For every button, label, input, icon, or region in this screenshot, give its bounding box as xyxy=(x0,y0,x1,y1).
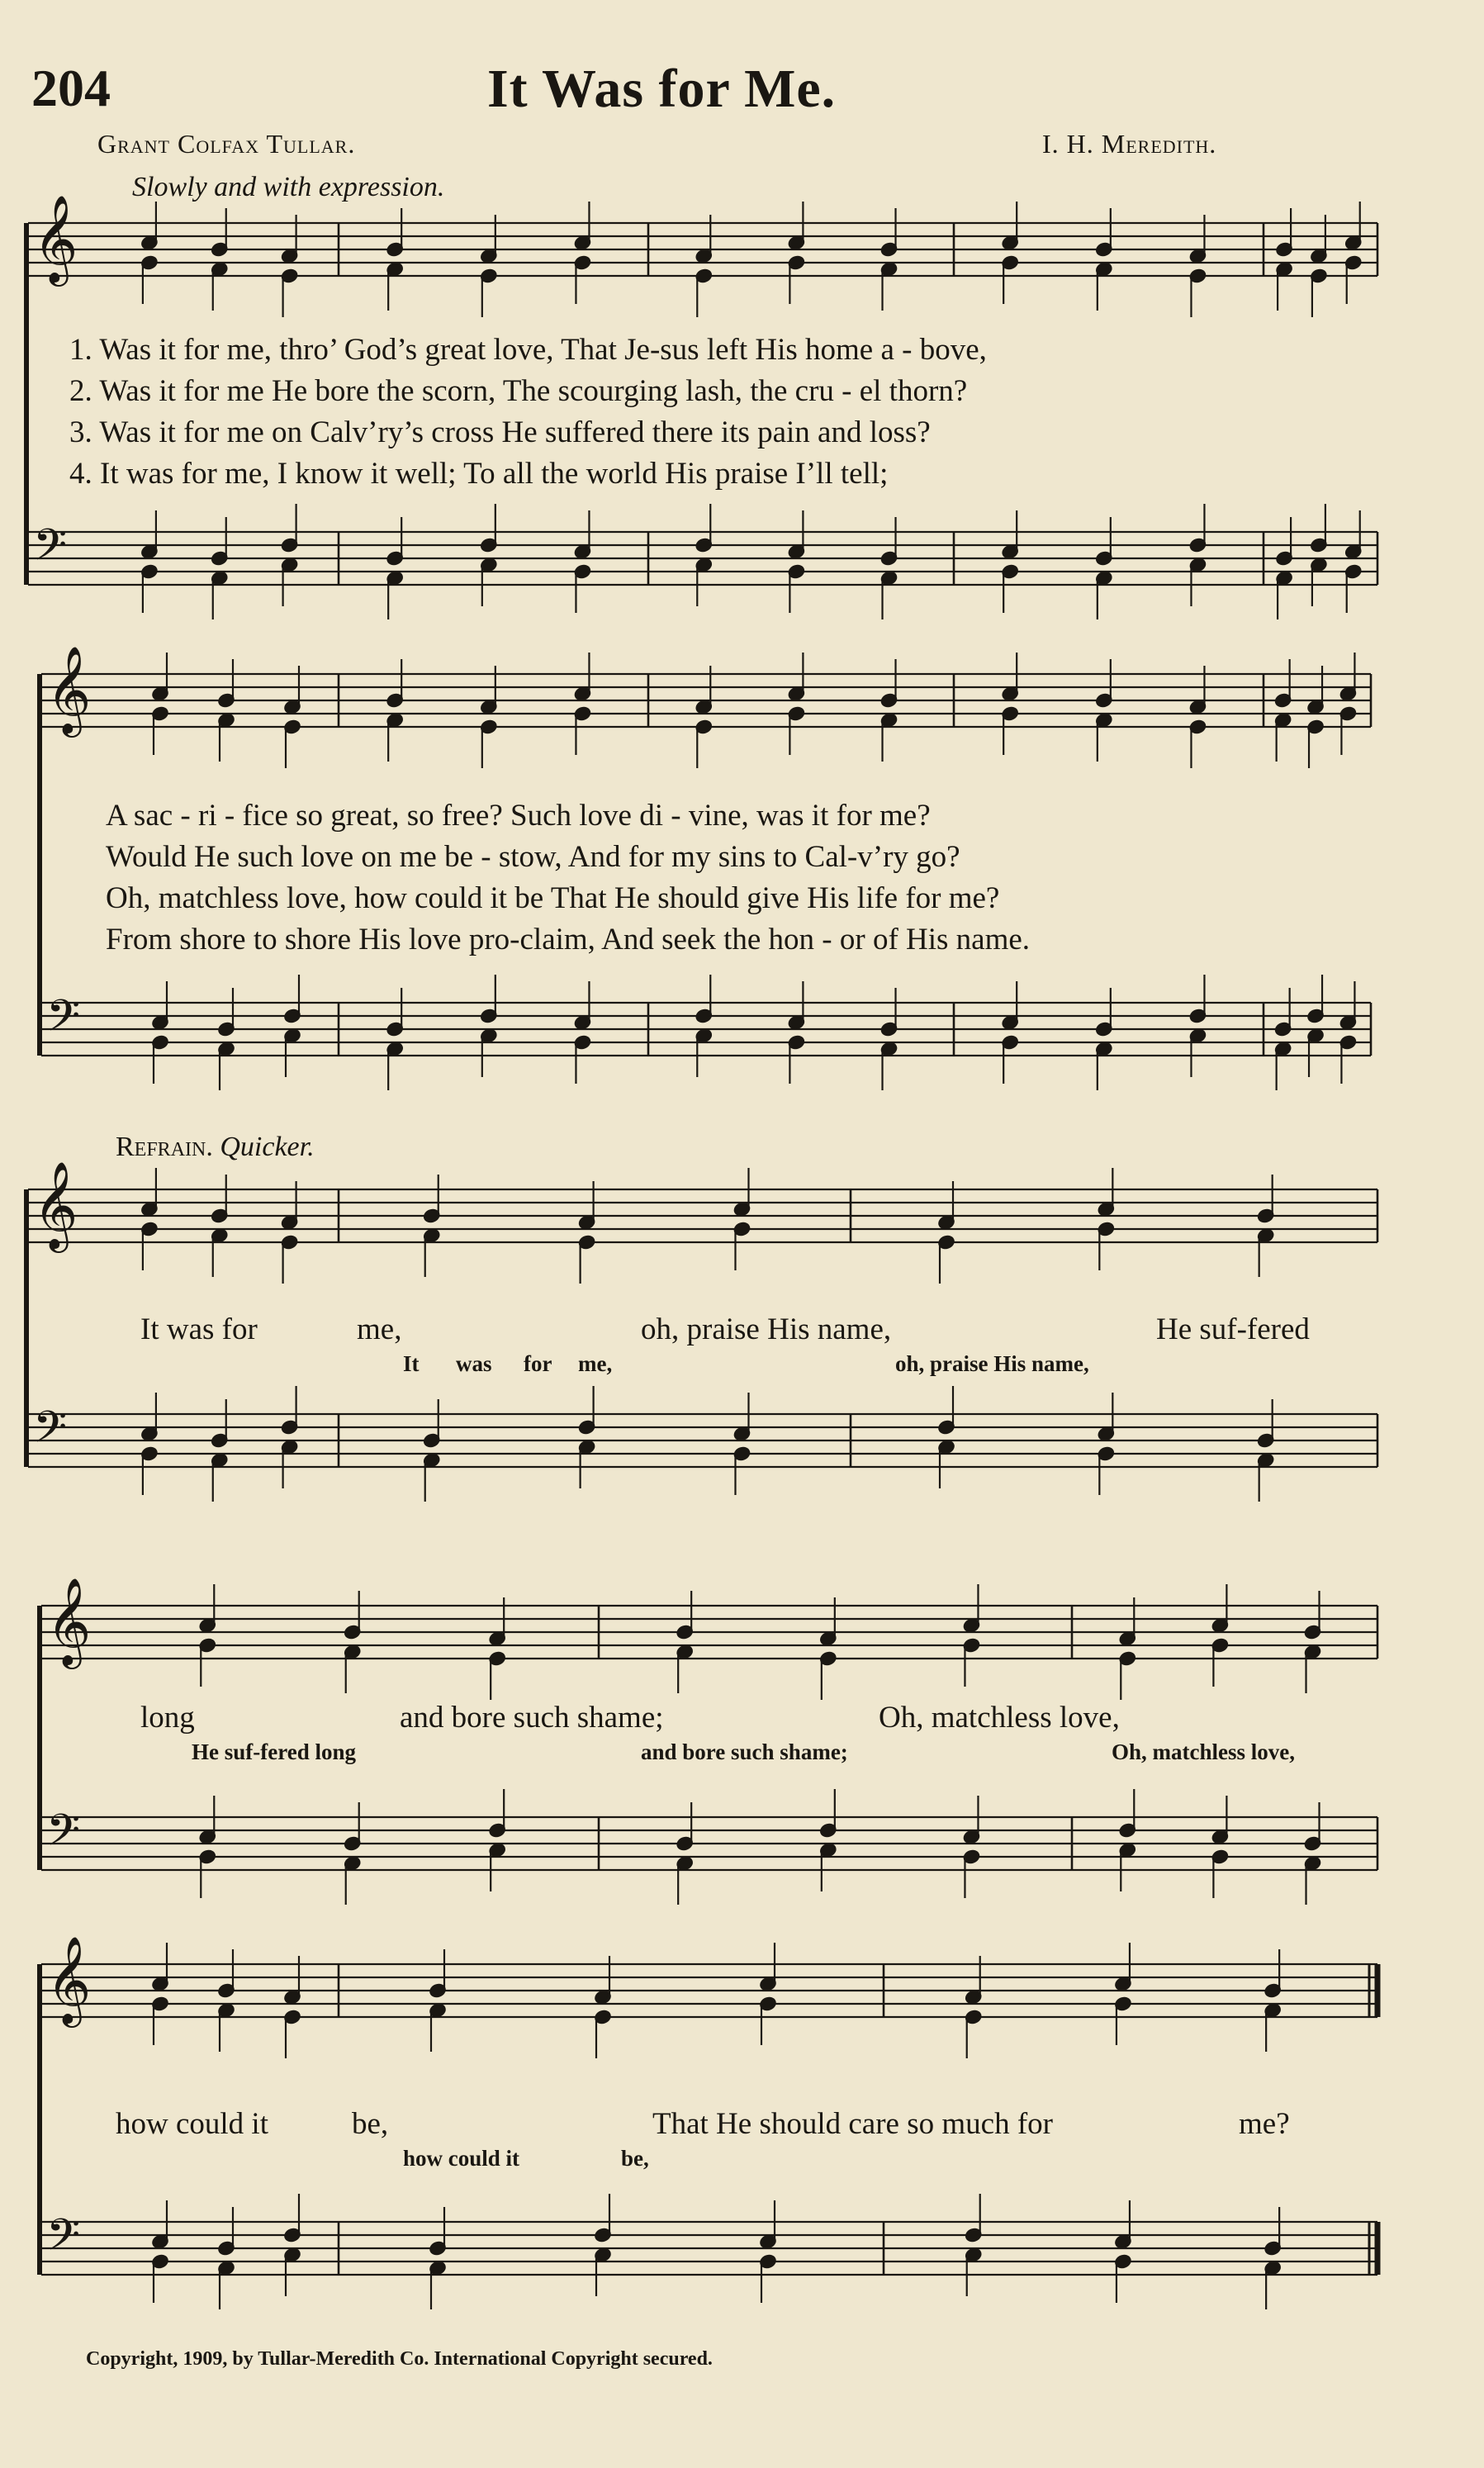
refrain-3-bass-a: how could it xyxy=(403,2146,520,2171)
hymn-title: It Was for Me. xyxy=(487,59,837,119)
bass-clef-icon: 𝄢 xyxy=(46,991,81,1052)
verse-1-line-a: 1. Was it for me, thro’ God’s great love, That Je-sus left His home a - bove, xyxy=(69,333,987,367)
refrain-1-bass-b: was xyxy=(456,1351,492,1376)
refrain-1-bass-e: oh, praise His name, xyxy=(895,1351,1089,1376)
refrain-1-word-b: me, xyxy=(357,1312,402,1346)
treble-clef-icon: 𝄞 xyxy=(33,194,78,282)
lyricist-credit: Grant Colfax Tullar. xyxy=(97,129,356,159)
treble-clef-icon: 𝄞 xyxy=(46,1577,92,1665)
verse-2-line-b: Would He such love on me be - stow, And for my sins to Cal-v’ry go? xyxy=(106,840,960,874)
verse-4-line-b: From shore to shore His love pro-claim, And seek the hon - or of His name. xyxy=(106,923,1031,956)
refrain-2-bass-a: He suf-fered long xyxy=(192,1739,356,1764)
verse-1-line-b: A sac - ri - fice so great, so free? Such love di - vine, was it for me? xyxy=(106,799,931,833)
refrain-1-bass-a: It xyxy=(403,1351,420,1376)
treble-clef-icon: 𝄞 xyxy=(33,1160,78,1249)
treble-clef-icon: 𝄞 xyxy=(46,645,92,733)
treble-clef-icon: 𝄞 xyxy=(46,1935,92,2024)
refrain-2-bass-c: Oh, matchless love, xyxy=(1112,1739,1295,1764)
refrain-1-word-a: It was for xyxy=(140,1312,258,1346)
refrain-2-word-a: long xyxy=(140,1701,195,1735)
hymn-number: 204 xyxy=(31,59,111,117)
refrain-1-bass-d: me, xyxy=(578,1351,613,1376)
refrain-3-word-a: how could it xyxy=(116,2107,268,2141)
verse-3-line-b: Oh, matchless love, how could it be That He should give His life for me? xyxy=(106,881,1000,915)
refrain-2-bass-b: and bore such shame; xyxy=(641,1739,848,1764)
refrain-3-word-d: me? xyxy=(1239,2107,1290,2141)
copyright-notice: Copyright, 1909, by Tullar-Meredith Co. International Copyright secured. xyxy=(86,2348,713,2370)
refrain-3-word-c: That He should care so much for xyxy=(652,2107,1053,2141)
refrain-3-word-b: be, xyxy=(352,2107,389,2141)
refrain-3-bass-b: be, xyxy=(621,2146,649,2171)
refrain-1-word-d: He suf-fered xyxy=(1156,1312,1310,1346)
refrain-heading xyxy=(116,1132,315,1163)
verse-2-line-a: 2. Was it for me He bore the scorn, The scourging lash, the cru - el thorn? xyxy=(69,374,968,408)
bass-clef-icon: 𝄢 xyxy=(46,1806,81,1867)
verse-3-line-a: 3. Was it for me on Calv’ry’s cross He suffered there its pain and loss? xyxy=(69,415,931,449)
bass-clef-icon: 𝄢 xyxy=(33,1402,68,1464)
verse-4-line-a: 4. It was for me, I know it well; To all the world His praise I’ll tell; xyxy=(69,457,889,491)
refrain-tempo: Quicker. xyxy=(220,1132,315,1162)
refrain-1-bass-c: for xyxy=(524,1351,552,1376)
refrain-1-word-c: oh, praise His name, xyxy=(641,1312,892,1346)
refrain-2-word-b: and bore such shame; xyxy=(400,1701,664,1735)
composer-credit: I. H. Meredith. xyxy=(1042,129,1217,159)
bass-clef-icon: 𝄢 xyxy=(33,520,68,581)
refrain-label: Refrain. xyxy=(116,1132,213,1162)
bass-clef-icon: 𝄢 xyxy=(46,2210,81,2271)
tempo-marking: Slowly and with expression. xyxy=(132,172,445,202)
refrain-2-word-c: Oh, matchless love, xyxy=(879,1701,1120,1735)
